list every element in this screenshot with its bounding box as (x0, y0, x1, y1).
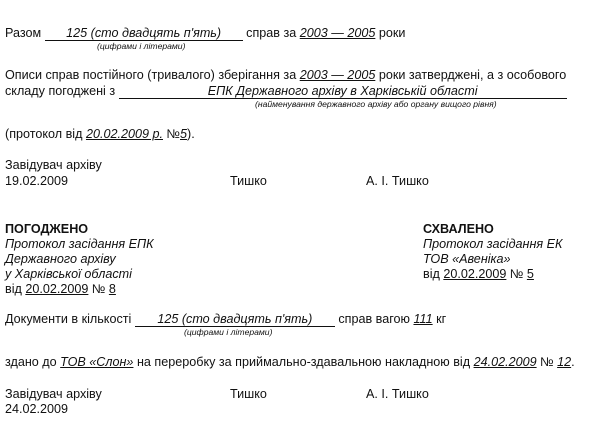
protocol-open: (протокол від (5, 127, 83, 141)
handover-number: 12 (557, 355, 572, 369)
handover-date: 24.02.2009 (473, 355, 537, 369)
endorsed-no-sign: № (509, 267, 524, 281)
approved-title: ПОГОДЖЕНО (5, 222, 89, 236)
documents-unit: кг (436, 312, 447, 326)
handover-org: ТОВ «Слон» (60, 355, 134, 369)
endorsed-title: СХВАЛЕНО (423, 222, 494, 236)
documents-label: Документи в кількості (5, 312, 132, 326)
documents-mid-text: справ вагою (338, 312, 410, 326)
approved-line-1: Протокол засідання ЕПК (5, 237, 154, 251)
total-years: 2003 — 2005 (299, 26, 376, 40)
documents-hint: (цифрами і літерами) (184, 327, 273, 337)
handover-line (5, 355, 575, 369)
approved-number: 8 (108, 282, 116, 296)
archive-name-hint: (найменування державного архіву або органу вищого рівня) (255, 99, 497, 109)
sign2-position: Завідувач архіву (5, 387, 102, 401)
approved-no-sign: № (91, 282, 106, 296)
protocol-number: 5 (180, 127, 188, 141)
documents-line (5, 312, 446, 327)
endorsed-from: від (423, 267, 440, 281)
sign1-full-name: А. І. Тишко (366, 174, 429, 188)
total-end-text: роки (378, 26, 406, 40)
handover-no-sign: № (540, 355, 554, 369)
approved-date: 20.02.2009 (25, 282, 89, 296)
documents-count-field: 125 (сто двадцять п'ять) (135, 313, 335, 327)
sign1-signature: Тишко (230, 174, 267, 188)
total-hint: (цифрами і літерами) (97, 41, 186, 51)
archive-name-field: ЕПК Державного архіву в Харківській області (119, 85, 567, 99)
sign1-position: Завідувач архіву (5, 158, 102, 172)
sign2-full-name: А. І. Тишко (366, 387, 429, 401)
endorsed-number: 5 (526, 267, 534, 281)
inventory-text-end: роки затверджені, а з особового (378, 68, 567, 82)
approved-line-3: у Харківської області (5, 267, 132, 281)
endorsed-line-1: Протокол засідання ЕК (423, 237, 563, 251)
endorsed-line-2: ТОВ «Авеніка» (423, 252, 511, 266)
handover-mid: на переробку за приймально-здавальною накладною від (136, 355, 471, 369)
total-label: Разом (5, 26, 42, 40)
sign2-signature: Тишко (230, 387, 267, 401)
inventory-line-1 (5, 68, 566, 82)
documents-weight: 111 (413, 312, 433, 326)
protocol-close: ). (187, 127, 195, 141)
sign2-date: 24.02.2009 (5, 402, 69, 416)
inventory-text-start: Описи справ постійного (тривалого) зберігання за (5, 68, 297, 82)
endorsed-date-line (423, 267, 534, 281)
sign1-date: 19.02.2009 (5, 174, 69, 188)
protocol-date: 20.02.2009 р. (85, 127, 163, 141)
protocol-line (5, 127, 195, 141)
approved-line-2: Державного архіву (5, 252, 116, 266)
total-line (5, 26, 405, 41)
agreed-with-text: складу погоджені з (5, 84, 116, 98)
inventory-years: 2003 — 2005 (299, 68, 376, 82)
approved-from: від (5, 282, 22, 296)
endorsed-date: 20.02.2009 (443, 267, 507, 281)
handover-start: здано до (5, 355, 57, 369)
protocol-no-sign: № (166, 127, 181, 141)
approved-date-line (5, 282, 116, 296)
inventory-line-2 (5, 84, 567, 99)
total-count-field: 125 (сто двадцять п'ять) (45, 27, 243, 41)
total-mid-text: справ за (246, 26, 297, 40)
handover-end: . (571, 355, 575, 369)
